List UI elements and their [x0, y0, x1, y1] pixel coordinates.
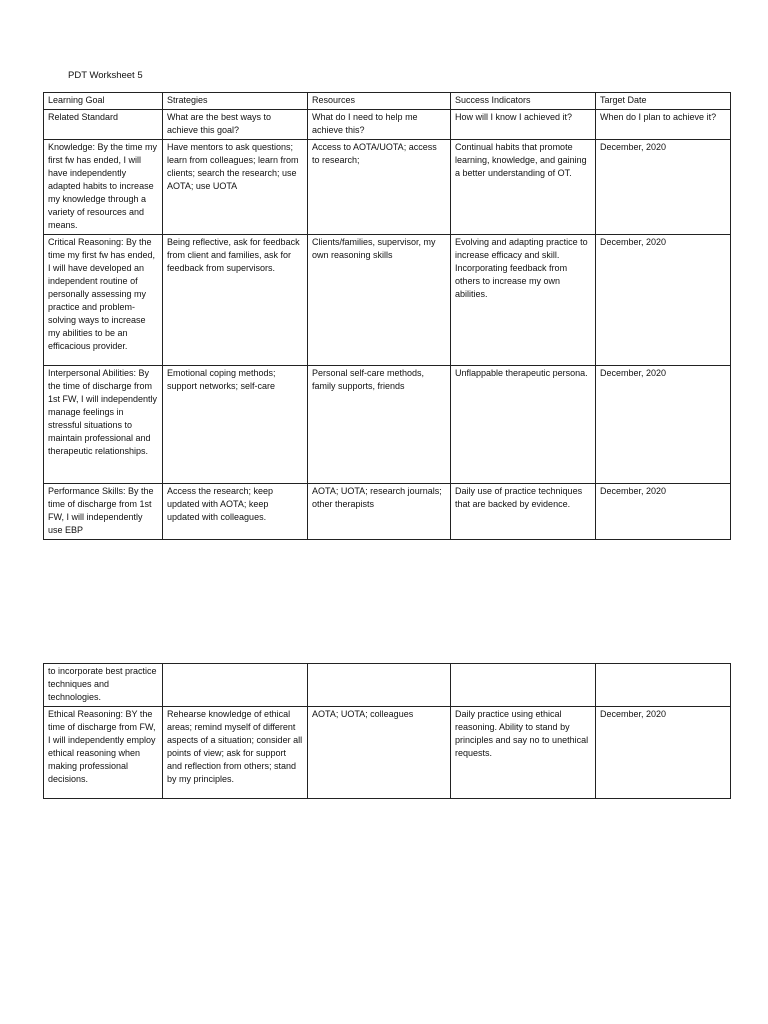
- table-row: [44, 366, 731, 484]
- document-title: PDT Worksheet 5: [68, 70, 143, 81]
- table-row: [44, 484, 731, 540]
- subheader-target-prompt: When do I plan to achieve it?: [596, 110, 731, 140]
- goal-cell: to incorporate best practice techniques and technologies.: [44, 664, 163, 707]
- strategies-cell: Being reflective, ask for feedback from client and families, ask for feedback from supervisors.: [163, 235, 308, 366]
- subheader-row: [44, 110, 731, 140]
- success-cell: Daily practice using ethical reasoning. Ability to stand by principles and say no to unethical requests.: [451, 707, 596, 799]
- resources-cell: AOTA; UOTA; colleagues: [308, 707, 451, 799]
- target-date-cell: December, 2020: [596, 140, 731, 235]
- target-date-cell: December, 2020: [596, 484, 731, 540]
- strategies-cell: [163, 664, 308, 707]
- target-date-cell: [596, 664, 731, 707]
- success-cell: [451, 664, 596, 707]
- resources-cell: Access to AOTA/UOTA; access to research;: [308, 140, 451, 235]
- strategies-cell: Rehearse knowledge of ethical areas; remind myself of different aspects of a situation; consider all points of view; ask for support and reflection from others; stand by my principles.: [163, 707, 308, 799]
- table-row: [44, 235, 731, 366]
- resources-cell: AOTA; UOTA; research journals; other therapists: [308, 484, 451, 540]
- table-row: [44, 707, 731, 799]
- goal-cell: Critical Reasoning: By the time my first fw has ended, I will have developed an independent routine of personally assessing my practice and problem-solving ways to increase my abilities to be an efficacious provider.: [44, 235, 163, 366]
- goal-cell: Knowledge: By the time my first fw has ended, I will have independently adapted habits to increase my knowledge through a variety of resources and means.: [44, 140, 163, 235]
- target-date-cell: December, 2020: [596, 235, 731, 366]
- success-cell: Continual habits that promote learning, knowledge, and gaining a better understanding of OT.: [451, 140, 596, 235]
- header-row: [44, 93, 731, 110]
- strategies-cell: Have mentors to ask questions; learn from colleagues; learn from clients; search the research; use AOTA; use UOTA: [163, 140, 308, 235]
- table-row: [44, 140, 731, 235]
- pdt-table-page-2: [43, 663, 731, 799]
- target-date-cell: December, 2020: [596, 366, 731, 484]
- resources-cell: Clients/families, supervisor, my own reasoning skills: [308, 235, 451, 366]
- strategies-cell: Access the research; keep updated with AOTA; keep updated with colleagues.: [163, 484, 308, 540]
- target-date-cell: December, 2020: [596, 707, 731, 799]
- goal-cell: Performance Skills: By the time of discharge from 1st FW, I will independently use EBP: [44, 484, 163, 540]
- success-cell: Daily use of practice techniques that are backed by evidence.: [451, 484, 596, 540]
- header-strategies: Strategies: [163, 93, 308, 110]
- resources-cell: Personal self-care methods, family supports, friends: [308, 366, 451, 484]
- header-target-date: Target Date: [596, 93, 731, 110]
- header-success-indicators: Success Indicators: [451, 93, 596, 110]
- header-resources: Resources: [308, 93, 451, 110]
- success-cell: Unflappable therapeutic persona.: [451, 366, 596, 484]
- strategies-cell: Emotional coping methods; support networks; self-care: [163, 366, 308, 484]
- subheader-strategies-prompt: What are the best ways to achieve this goal?: [163, 110, 308, 140]
- subheader-resources-prompt: What do I need to help me achieve this?: [308, 110, 451, 140]
- header-learning-goal: Learning Goal: [44, 93, 163, 110]
- subheader-success-prompt: How will I know I achieved it?: [451, 110, 596, 140]
- table-row: [44, 664, 731, 707]
- success-cell: Evolving and adapting practice to increase efficacy and skill. Incorporating feedback from others to increase my own abilities.: [451, 235, 596, 366]
- subheader-related-standard: Related Standard: [44, 110, 163, 140]
- goal-cell: Ethical Reasoning: BY the time of discharge from FW, I will independently employ ethical reasoning when making professional decisions.: [44, 707, 163, 799]
- pdt-table-page-1: [43, 92, 731, 540]
- goal-cell: Interpersonal Abilities: By the time of discharge from 1st FW, I will independently manage feelings in stressful situations to maintain professional and therapeutic relationships.: [44, 366, 163, 484]
- resources-cell: [308, 664, 451, 707]
